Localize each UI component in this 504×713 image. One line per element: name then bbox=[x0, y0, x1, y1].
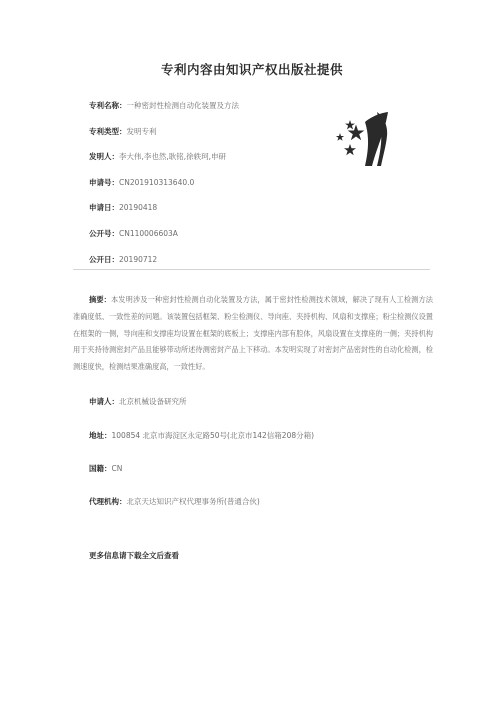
meta-separator: ： bbox=[119, 126, 127, 136]
applicant-separator: ： bbox=[111, 397, 119, 406]
address-label: 地址 bbox=[89, 431, 104, 440]
meta-label: 专利类型 bbox=[89, 126, 119, 136]
meta-separator: ： bbox=[111, 254, 119, 264]
page-title: 专利内容由知识产权出版社提供 bbox=[160, 62, 343, 77]
agency-row bbox=[89, 495, 260, 509]
meta-label: 公开日 bbox=[89, 254, 112, 264]
applicant-label: 申请人 bbox=[89, 397, 112, 406]
meta-value: CN110006603A bbox=[119, 228, 178, 238]
meta-value: 发明专利 bbox=[126, 126, 157, 136]
meta-separator: ： bbox=[111, 152, 119, 162]
address-separator: ： bbox=[104, 431, 112, 440]
meta-label: 申请号 bbox=[89, 177, 112, 187]
address-row bbox=[89, 429, 314, 443]
agency-value: 北京天达知识产权代理事务所(普通合伙) bbox=[126, 497, 260, 506]
meta-label: 发明人 bbox=[89, 152, 112, 162]
meta-separator: ： bbox=[111, 228, 119, 238]
patent-meta-list bbox=[89, 99, 239, 278]
meta-label: 申请日 bbox=[89, 203, 112, 213]
section-divider bbox=[73, 269, 430, 270]
agency-separator: ： bbox=[119, 497, 127, 506]
meta-row-publication-date bbox=[89, 253, 239, 267]
abstract-paragraph bbox=[73, 292, 433, 376]
download-full-text-link[interactable]: 更多信息请下载全文后查看 bbox=[89, 551, 179, 560]
meta-row-inventors bbox=[89, 150, 239, 164]
meta-row-name bbox=[89, 99, 239, 113]
star-icon bbox=[344, 144, 356, 155]
meta-label: 专利名称 bbox=[89, 101, 119, 110]
abstract-text: 本发明涉及一种密封性检测自动化装置及方法，属于密封性检测技术领域，解决了现有人工检测方法准确度低、一致性差的问题。该装置包括框架、粉尘检测仪、导向座、夹持机构、风扇和支撑座；粉尘检测仪设置在框架的一侧，导向座和支撑座均设置在框架的底板上；支撑座内部有腔体，风扇设置在支撑座的一侧；夹持机构用于夹持待测密封产品且能够带动所述待测密封产品上下移动。本发明实现了对密封产品密封性的自动化检测，检测速度快，检测结果准确度高，一致性好。 bbox=[73, 295, 433, 372]
meta-separator: ： bbox=[111, 203, 119, 213]
address-value: 100854 北京市海淀区永定路50号(北京市142信箱208分箱) bbox=[111, 431, 315, 440]
meta-value: 李大伟,李也然,耿铭,徐轶珂,申研 bbox=[119, 152, 227, 162]
country-label: 国籍 bbox=[89, 464, 104, 473]
abstract-separator: ： bbox=[103, 295, 111, 304]
applicant-value: 北京机械设备研究所 bbox=[119, 397, 187, 406]
meta-label: 公开号 bbox=[89, 228, 112, 238]
meta-value: 20190712 bbox=[119, 254, 158, 264]
patent-office-logo bbox=[330, 108, 406, 168]
meta-row-application-number bbox=[89, 176, 239, 190]
meta-row-publication-number bbox=[89, 227, 239, 241]
country-value: CN bbox=[111, 464, 123, 473]
applicant-row bbox=[89, 395, 187, 409]
meta-row-application-date bbox=[89, 201, 239, 215]
abstract-label: 摘要 bbox=[89, 295, 104, 304]
country-row bbox=[89, 462, 122, 476]
meta-value: 20190418 bbox=[119, 203, 158, 213]
meta-value: CN201910313640.0 bbox=[119, 177, 195, 187]
meta-separator: ： bbox=[119, 101, 127, 110]
meta-separator: ： bbox=[111, 177, 119, 187]
star-icon bbox=[336, 133, 344, 141]
meta-value: 一种密封性检测自动化装置及方法 bbox=[126, 101, 239, 110]
country-separator: ： bbox=[104, 464, 112, 473]
agency-label: 代理机构 bbox=[89, 497, 119, 506]
meta-row-type bbox=[89, 125, 239, 139]
star-icon bbox=[345, 120, 355, 129]
